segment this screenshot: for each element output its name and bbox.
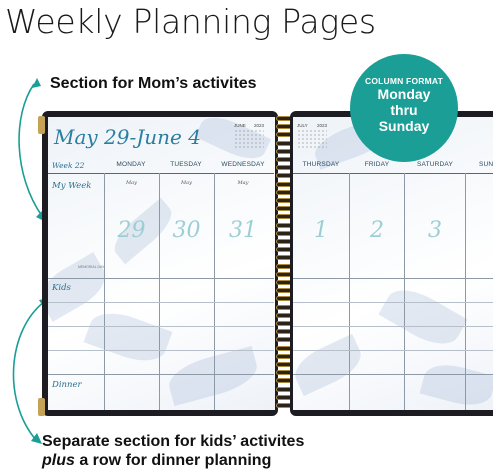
row-label-my-week: My Week bbox=[52, 181, 92, 191]
day-header-tuesday: TUESDAY bbox=[170, 161, 202, 168]
callout-plus: plus bbox=[42, 452, 75, 469]
day-month-monday: May bbox=[126, 180, 137, 186]
callout-kids-dinner-section bbox=[42, 432, 304, 470]
callout-bottom-line1: Separate section for kids’ activites bbox=[42, 433, 305, 450]
mini-cal-month: JUNE bbox=[234, 123, 246, 128]
badge-line3: thru bbox=[390, 102, 418, 118]
callout-bottom-line2 bbox=[42, 451, 304, 470]
day-number-30: 30 bbox=[172, 218, 201, 243]
mini-cal-month: JULY bbox=[297, 123, 308, 128]
day-header-saturday: SATURDAY bbox=[416, 161, 454, 168]
day-header-sunday: SUN bbox=[479, 161, 493, 168]
row-label-dinner: Dinner bbox=[52, 380, 82, 390]
mini-calendar-june bbox=[234, 123, 264, 153]
day-number-2: 2 bbox=[370, 218, 384, 243]
planner-left-page bbox=[42, 111, 278, 416]
day-month-tuesday: May bbox=[181, 180, 192, 186]
day-number-3: 3 bbox=[428, 218, 442, 243]
callout-bottom-rest: a row for dinner planning bbox=[74, 452, 272, 469]
holiday-note: MEMORIAL DAY bbox=[78, 265, 105, 269]
day-number-31: 31 bbox=[229, 218, 257, 243]
badge-line4: Sunday bbox=[378, 118, 430, 134]
week-number-label: Week 22 bbox=[52, 161, 85, 170]
mini-calendar-july bbox=[297, 123, 327, 153]
day-header-monday: MONDAY bbox=[116, 161, 146, 168]
badge-line1: COLUMN FORMAT bbox=[365, 76, 443, 86]
day-header-friday: FRIDAY bbox=[364, 161, 390, 168]
day-month-wednesday: May bbox=[237, 180, 249, 186]
mini-cal-year: 2023 bbox=[316, 123, 327, 128]
headline: Weekly Planning Pages bbox=[5, 2, 376, 41]
callout-moms-section: Section for Mom’s activites bbox=[50, 75, 257, 92]
column-format-badge bbox=[350, 54, 458, 162]
mini-cal-year: 2023 bbox=[253, 123, 264, 128]
day-number-29: 29 bbox=[117, 218, 146, 243]
row-label-kids: Kids bbox=[52, 283, 71, 293]
day-header-wednesday: WEDNESDAY bbox=[221, 161, 265, 168]
day-header-thursday: THURSDAY bbox=[302, 161, 340, 168]
day-number-1: 1 bbox=[314, 218, 328, 243]
week-date-range: May 29-June 4 bbox=[54, 125, 201, 149]
badge-line2: Monday bbox=[377, 86, 431, 102]
